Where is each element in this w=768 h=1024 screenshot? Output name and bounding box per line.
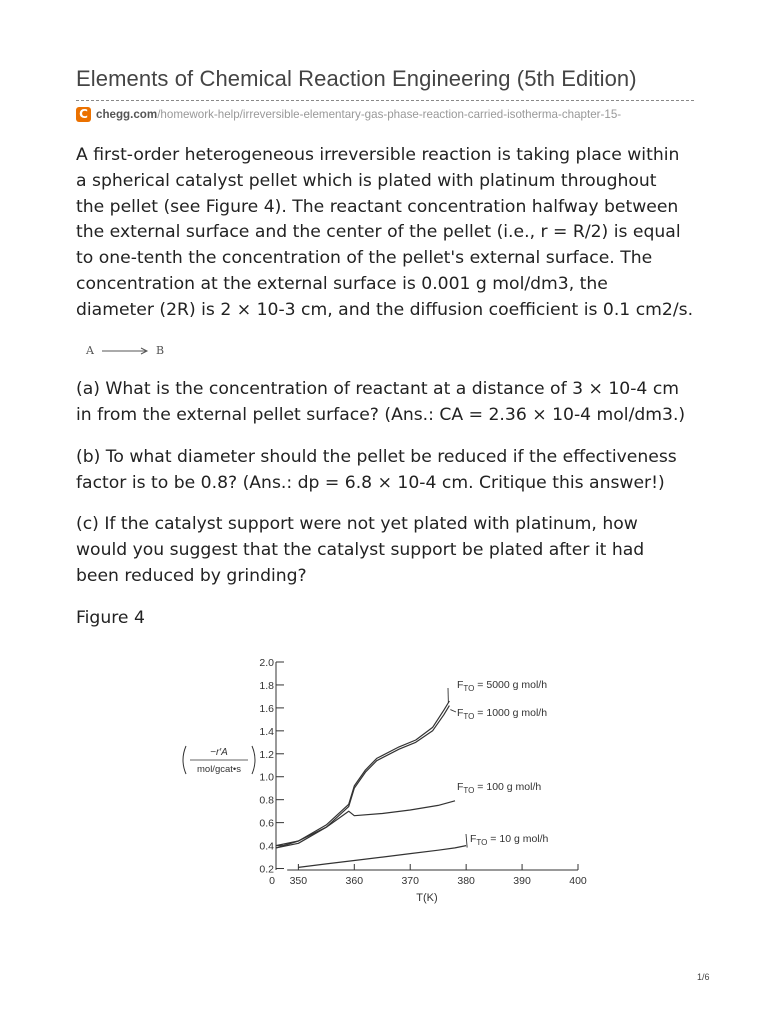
part-a-line: in from the external pellet surface? (Ans.: CA = 2.36 × 10-4 mol/dm3.): [76, 404, 686, 425]
part-c-question: [76, 512, 716, 589]
product-label: B: [155, 344, 165, 357]
part-a-question: [76, 377, 716, 429]
series-leader: [466, 834, 467, 848]
reaction-arrow-icon: [100, 346, 150, 356]
intro-line: the pellet (see Figure 4). The reactant concentration halfway between: [76, 196, 679, 217]
reaction-equation: [86, 344, 164, 357]
source-path[interactable]: /homework-help/irreversible-elementary-gas-phase-reaction-carried-isotherma-chapter-15-: [157, 107, 622, 121]
y-label-left-paren: [183, 746, 186, 774]
x-tick-label: 370: [401, 875, 419, 887]
intro-line: the external surface and the center of the pellet (i.e., r = R/2) is equal: [76, 222, 681, 243]
problem-intro: [76, 143, 716, 324]
x-axis-title: T(K): [416, 892, 438, 904]
y-label-right-paren: [252, 746, 255, 774]
series-label: $F_{TO} = 5000$ g mol/h: [457, 679, 548, 693]
chegg-logo-icon: C: [76, 107, 91, 122]
document-title: Elements of Chemical Reaction Engineering (5th Edition): [76, 66, 637, 91]
series-label: $F_{TO} = 100$ g mol/h: [457, 781, 542, 795]
source-link[interactable]: [76, 105, 621, 123]
x-tick-label: 390: [513, 875, 531, 887]
y-axis-title-top: −r′A: [210, 747, 228, 758]
series-leader: [450, 710, 456, 712]
intro-line: a spherical catalyst pellet which is plated with platinum throughout: [76, 170, 657, 191]
y-tick-label: 2.0: [259, 657, 274, 669]
series-line: [276, 706, 449, 848]
x-tick-label: 380: [457, 875, 475, 887]
part-c-line: (c) If the catalyst support were not yet plated with platinum, how: [76, 514, 638, 534]
series-label: $F_{TO} = 1000$ g mol/h: [457, 707, 548, 721]
x-tick-label: 400: [569, 875, 587, 887]
series-line: [298, 846, 466, 868]
intro-line: to one-tenth the concentration of the pellet's external surface. The: [76, 248, 653, 269]
y-axis-title-bottom: mol/gcat•s: [197, 764, 241, 775]
intro-line: diameter (2R) is 2 × 10-3 cm, and the diffusion coefficient is 0.1 cm2/s.: [76, 299, 694, 320]
part-c-line: been reduced by grinding?: [76, 565, 307, 586]
y-tick-label: 0.2: [259, 863, 274, 876]
intro-line: concentration at the external surface is 0.001 g mol/dm3, the: [76, 273, 608, 294]
y-tick-label: 1.8: [259, 679, 274, 692]
part-b-question: [76, 445, 716, 497]
part-b-line: (b) To what diameter should the pellet be reduced if the effectiveness: [76, 447, 677, 467]
intro-line: A first-order heterogeneous irreversible reaction is taking place within: [76, 145, 680, 165]
part-a-line: (a) What is the concentration of reactant at a distance of 3 × 10-4 cm: [76, 379, 680, 399]
x-tick-label: 360: [345, 875, 364, 887]
part-b-line: factor is to be 0.8? (Ans.: dp = 6.8 × 10-4 cm. Critique this answer!): [76, 472, 665, 493]
y-tick-label: 0.4: [259, 840, 274, 853]
title-divider: [76, 100, 694, 101]
reactant-label: A: [86, 344, 94, 357]
page-number: 1/6: [697, 972, 710, 982]
source-domain[interactable]: chegg.com: [96, 107, 158, 121]
x-tick-label: 350: [289, 875, 308, 887]
figure-label: Figure 4: [76, 608, 145, 628]
part-c-line: would you suggest that the catalyst support be plated after it had: [76, 539, 645, 560]
y-tick-label: 1.2: [259, 748, 274, 761]
series-label: $F_{TO} = 10$ g mol/h: [470, 833, 549, 847]
y-tick-label: 0.6: [259, 817, 274, 830]
figure-4-chart: [160, 640, 600, 910]
y-tick-label: 1.6: [259, 702, 274, 715]
series-line: [276, 701, 449, 846]
y-tick-label: 1.4: [259, 725, 274, 738]
y-tick-label: 1.0: [259, 771, 274, 784]
y-tick-label: 0.8: [259, 794, 274, 807]
x-origin-label: 0: [269, 875, 275, 887]
